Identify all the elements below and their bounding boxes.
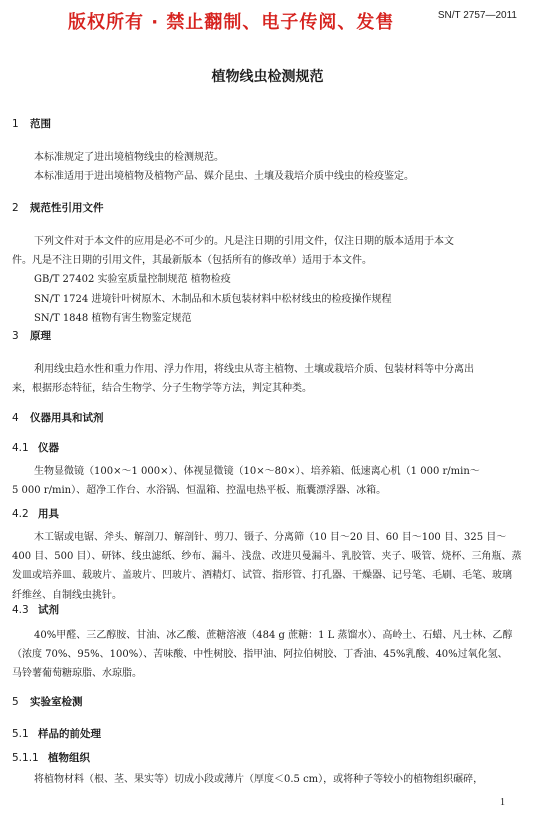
reference-sn-t-1724: SN/T 1724 进境针叶树原木、木制品和木质包装材料中松材线虫的检疫操作规程 xyxy=(34,293,392,305)
section-4-2-body xyxy=(12,528,524,605)
reference-gb-t-27402: GB/T 27402 实验室质量控制规范 植物检疫 xyxy=(34,274,231,286)
paragraph-line: 下列文件对于本文件的应用是必不可少的。凡是注日期的引用文件，仅注日期的版本适用于本文 xyxy=(34,236,454,247)
section-5-heading xyxy=(12,694,83,709)
section-title: 原理 xyxy=(30,330,51,342)
section-number: 5.1 xyxy=(12,728,29,740)
section-4-3-body xyxy=(12,626,524,684)
section-5-1-1-body xyxy=(12,770,524,789)
section-5-1-1-heading xyxy=(12,750,90,765)
section-number: 2 xyxy=(12,202,19,214)
paragraph-line: 400 目、500 目）、研钵、线虫滤纸、纱布、漏斗、浅盘、改进贝曼漏斗、乳胶管、夹子、吸管、烧杯、三角瓶、蒸 xyxy=(12,551,522,563)
section-number: 1 xyxy=(12,118,19,130)
section-title: 试剂 xyxy=(38,604,59,616)
section-number: 4.3 xyxy=(12,604,29,616)
section-title: 仪器 xyxy=(38,442,59,454)
paragraph-line: 来，根据形态特征，结合生物学、分子生物学等方法，判定其种类。 xyxy=(12,383,312,395)
section-1-body xyxy=(12,148,535,186)
standard-code: SN/T 2757—2011 xyxy=(437,10,517,21)
section-4-2-heading xyxy=(12,506,59,521)
paragraph-line: 发皿或培养皿、载玻片、盖玻片、凹玻片、酒精灯、试管、指形管、打孔器、干燥器、记号笔、毛刷、毛笔、玻璃 xyxy=(12,570,512,582)
paragraph-line: 木工锯或电锯、斧头、解剖刀、解剖针、剪刀、镊子、分离筛（10 目～20 目、60 目～100 目、325 目～ xyxy=(34,532,507,543)
section-number: 5.1.1 xyxy=(12,752,39,764)
section-3-heading xyxy=(12,328,51,343)
paragraph-line: 马铃薯葡萄糖琼脂、水琼脂。 xyxy=(12,668,142,680)
section-title: 仪器用具和试剂 xyxy=(30,412,104,424)
section-4-1-heading xyxy=(12,440,59,455)
copyright-watermark-banner: 版权所有 · 禁止翻制、电子传阅、发售 xyxy=(68,12,395,33)
section-2-body xyxy=(12,232,524,328)
paragraph-line: 生物显微镜（100×～1 000×）、体视显微镜（10×～80×）、培养箱、低速离心机（1 000 r/min～ xyxy=(34,466,480,477)
document-title: 植物线虫检测规范 xyxy=(211,69,324,85)
section-title: 实验室检测 xyxy=(30,696,83,708)
page-number: 1 xyxy=(500,797,505,808)
paragraph-line: 利用线虫趋水性和重力作用、浮力作用，将线虫从寄主植物、土壤或栽培介质、包装材料等中分离出 xyxy=(34,364,474,375)
section-number: 3 xyxy=(12,330,19,342)
paragraph-line: 将植物材料（根、茎、果实等）切成小段或薄片（厚度＜0.5 cm），或将种子等较小的植物组织碾碎， xyxy=(34,774,484,785)
section-title: 规范性引用文件 xyxy=(30,202,104,214)
section-4-heading xyxy=(12,410,104,425)
section-5-1-heading xyxy=(12,726,101,741)
section-4-1-body xyxy=(12,462,524,500)
paragraph-line: 5 000 r/min）、超净工作台、水浴锅、恒温箱、控温电热平板、瓶囊漂浮器、冰箱。 xyxy=(12,485,387,497)
section-title: 样品的前处理 xyxy=(38,728,101,740)
paragraph-line: 纤维丝、自制线虫挑针。 xyxy=(12,589,122,601)
section-number: 4.1 xyxy=(12,442,29,454)
paragraph-line: （浓度 70%、95%、100%）、苦味酸、中性树胶、指甲油、阿拉伯树胶、丁香油、45%乳酸、40%过氧化氢、 xyxy=(12,649,508,661)
paragraph-line: 本标准适用于进出境植物及植物产品、媒介昆虫、土壤及栽培介质中线虫的检疫鉴定。 xyxy=(34,171,414,183)
section-1-heading xyxy=(12,116,51,131)
section-title: 范围 xyxy=(30,118,51,130)
paragraph-line: 本标准规定了进出境植物线虫的检测规范。 xyxy=(34,152,224,163)
section-4-3-heading xyxy=(12,602,59,617)
section-title: 用具 xyxy=(38,508,59,520)
section-number: 4 xyxy=(12,412,19,424)
paragraph-line: 件。凡是不注日期的引用文件，其最新版本（包括所有的修改单）适用于本文件。 xyxy=(12,255,372,267)
section-number: 4.2 xyxy=(12,508,29,520)
section-3-body xyxy=(12,360,524,398)
reference-sn-t-1848: SN/T 1848 植物有害生物鉴定规范 xyxy=(34,312,192,324)
section-title: 植物组织 xyxy=(48,752,90,764)
paragraph-line: 40%甲醛、三乙醇胺、甘油、冰乙酸、蔗糖溶液（484 g 蔗糖：1 L 蒸馏水）、高岭土、石蜡、凡士林、乙醇 xyxy=(34,630,513,641)
section-2-heading xyxy=(12,200,104,215)
section-number: 5 xyxy=(12,696,19,708)
